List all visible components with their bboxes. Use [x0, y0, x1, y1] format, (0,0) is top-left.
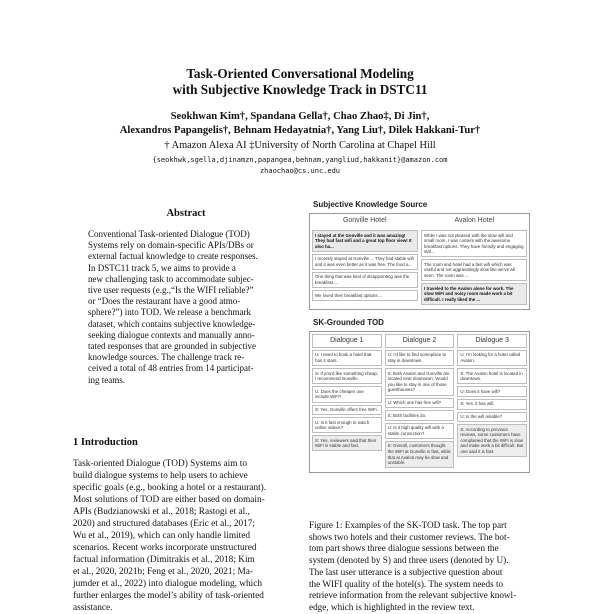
- introduction-line: factual information (Dimitrakis et al., 2018; Kim: [73, 555, 255, 565]
- user-turn: U: Does it have wifi?: [457, 386, 527, 397]
- paper-title-line: Task-Oriented Conversational Modeling: [186, 66, 414, 81]
- paper-title: [0, 66, 600, 98]
- dialogue-name: Dialogue 3: [457, 334, 527, 348]
- dialogue-column: [385, 350, 455, 470]
- hotel-name: Avalon Hotel: [454, 217, 495, 224]
- abstract-line: seeking dialogue contexts and manually anno-: [88, 329, 255, 340]
- email-line: zhaochao@cs.unc.edu: [259, 167, 341, 175]
- user-turn: U: I'd like to find someplace to stay in downtown.: [385, 350, 455, 366]
- dialogue-column: [312, 350, 382, 470]
- introduction-line: specific goals (e.g., booking a hotel or a restaurant).: [73, 483, 267, 493]
- system-turn: S: Yes, Gonville offers free WiFi.: [312, 405, 382, 416]
- caption-line: retrieve information from the relevant subjective knowl-: [309, 590, 517, 601]
- introduction-line: jumder et al., 2022) into dialogue modeling, which: [73, 579, 262, 589]
- abstract-line: tive user requests (e.g.,“Is the WIFI reliable?”: [88, 285, 254, 296]
- caption-line: The last user utterance is a subjective question about: [309, 566, 503, 577]
- abstract-line: external factual knowledge to create responses.: [88, 251, 258, 262]
- abstract-line: ceived a total of 48 entries from 14 participat-: [88, 363, 254, 374]
- author-line: Alexandros Papangelis†, Behnam Hedayatnia†, Yang Liu†, Dilek Hakkani-Tur†: [119, 125, 481, 136]
- dialogue-column: [457, 350, 527, 470]
- introduction-line: scenarios. Recent works incorporate unstructured: [73, 543, 257, 553]
- review-snippet: I recently stayed at Gonville ... They had stable wifi and it was even better as it was free. The food a...: [312, 254, 418, 270]
- user-turn: U: Does the cheaper one include WiFi?: [312, 386, 382, 402]
- dialogue-header-row: [310, 332, 529, 348]
- hotel-review-column: [421, 230, 527, 307]
- figure-caption: [309, 520, 535, 614]
- introduction-line: further enlarges the model’s ability of task-oriented: [73, 591, 264, 601]
- user-turn: U: Which one has free wifi?: [385, 398, 455, 409]
- highlighted-review: I stayed at the Gonville and it was amazing! They had fast wifi and a great top floor view! It also ha...: [312, 230, 418, 252]
- abstract-line: or “Does the restaurant have a good atmo-: [88, 296, 241, 307]
- system-turn: S: Both facilities do.: [385, 410, 455, 421]
- abstract-line: new challenging task to accommodate subjec-: [88, 273, 254, 284]
- caption-line: tom part shows three dialogue sessions between the: [309, 543, 499, 554]
- system-turn: S: Yes, reviewers said that their WiFi is stable and fast.: [312, 435, 382, 451]
- system-turn: S: If you'd like something cheap, I recommend Gonville.: [312, 368, 382, 384]
- introduction-line: et al., 2020, 2021b; Feng et al., 2020, 2021; Ma-: [73, 567, 253, 577]
- abstract-line: tated responses that are grounded in subjective: [88, 341, 256, 352]
- introduction-line: Most solutions of TOD are either based on domain-: [73, 495, 265, 505]
- highlighted-review: I traveled to the Avalon alone for work. The slow WiFi and noisy room made work a bit difficult. I really liked the ...: [421, 283, 527, 305]
- caption-line: shows two hotels and their customer reviews. The bot-: [309, 531, 510, 542]
- review-snippet: While I was not pleased with the slow wifi and small room, I was content with the awesome breakfast options. They have friendly and engaging staf...: [421, 230, 527, 257]
- dialogue-name: Dialogue 1: [312, 334, 382, 348]
- dialogue-columns: [310, 348, 529, 472]
- hotel-name: Gonville Hotel: [342, 217, 387, 224]
- review-snippet: The room and hotel had a fast wifi which was useful and not aggravatingly slow like we've all seen. The room was ...: [421, 259, 527, 281]
- user-turn: U: Is it high quality wifi with a stable connection?: [385, 423, 455, 439]
- figure-1: [309, 200, 530, 506]
- review-snippet: We loved their breakfast options ...: [312, 290, 418, 301]
- introduction-line: 2020) and structured databases (Eric et al., 2017;: [73, 519, 256, 529]
- hotel-review-column: [312, 230, 418, 307]
- abstract-body: [88, 229, 284, 386]
- introduction-line: APIs (Budzianowski et al., 2018; Rastogi et al.,: [73, 507, 250, 517]
- author-emails: [0, 155, 600, 177]
- user-turn: U: I'm looking for a hotel called Avalon.: [457, 350, 527, 366]
- system-turn: S: The Avalon hotel is located in downtown.: [457, 368, 527, 384]
- introduction-line: Task-oriented Dialogue (TOD) Systems aim to: [73, 459, 247, 469]
- abstract-line: ing teams.: [88, 374, 125, 385]
- affiliations: † Amazon Alexa AI ‡University of North Carolina at Chapel Hill: [164, 140, 436, 151]
- caption-line: Figure 1: Examples of the SK-TOD task. The top part: [309, 520, 507, 530]
- introduction-line: assistance.: [73, 603, 113, 613]
- hotel-review-columns: [310, 228, 529, 309]
- dialogue-panel: [309, 331, 530, 473]
- abstract-line: Conventional Task-oriented Dialogue (TOD): [88, 229, 250, 239]
- introduction-line: build dialogue systems to help users to achieve: [73, 471, 248, 481]
- abstract-line: sphere?”) into TOD. We release a benchmark: [88, 307, 251, 318]
- author-line: Seokhwan Kim†, Spandana Gella†, Chao Zhao‡, Di Jin†,: [170, 111, 430, 122]
- caption-line: edge, which is highlighted in the review text.: [309, 601, 475, 612]
- abstract-line: knowledge sources. The challenge track re-: [88, 352, 245, 363]
- knowledge-source-panel: [309, 213, 530, 310]
- figure-top-title: Subjective Knowledge Source: [313, 200, 428, 209]
- introduction-line: Wu et al., 2019), which can only handle limited: [73, 531, 250, 541]
- system-turn: S: Overall, customers thought the WiFi at Gonville is fast, while that at Avalon may be slow and unstable.: [385, 441, 455, 468]
- caption-line: system (denoted by S) and three users (denoted by U).: [309, 555, 509, 566]
- email-line: {seokhwk,sgella,djinamzn,papangea,behnam,yangliud,hakkanit}@amazon.com: [152, 156, 448, 164]
- section-heading-introduction: 1 Introduction: [73, 437, 138, 448]
- caption-line: the WIFI quality of the hotel(s). The system needs to: [309, 578, 504, 589]
- author-list: [0, 110, 600, 138]
- paper-title-line: with Subjective Knowledge Track in DSTC11: [172, 82, 428, 97]
- abstract-heading: Abstract: [166, 208, 206, 219]
- user-turn: U: I need to book a hotel that has 4 stars.: [312, 350, 382, 366]
- hotel-header-row: [310, 214, 529, 228]
- introduction-body: [73, 458, 299, 614]
- system-turn: S: Both Avalon and Gonville are located near downtown. Would you like to stay in one of those guesthouses?: [385, 368, 455, 395]
- abstract-line: dataset, which contains subjective knowledge-: [88, 318, 256, 329]
- figure-bottom-title: SK-Grounded TOD: [313, 317, 384, 327]
- user-turn: U: Is it fast enough to watch online videos?: [312, 417, 382, 433]
- system-turn: S: Yes, it has wifi.: [457, 399, 527, 410]
- review-snippet: One thing that was kind of disappointing was the breakfast ...: [312, 272, 418, 288]
- abstract-line: Systems rely on domain-specific APIs/DBs or: [88, 240, 254, 251]
- dialogue-name: Dialogue 2: [385, 334, 455, 348]
- abstract-line: In DSTC11 track 5, we aims to provide a: [88, 262, 236, 273]
- user-turn: U: Is the wifi reliable?: [457, 412, 527, 423]
- system-turn: S: According to previous reviews, some customers have complained that the WiFi is slow and make work a bit difficult. But one said it is fast.: [457, 424, 527, 457]
